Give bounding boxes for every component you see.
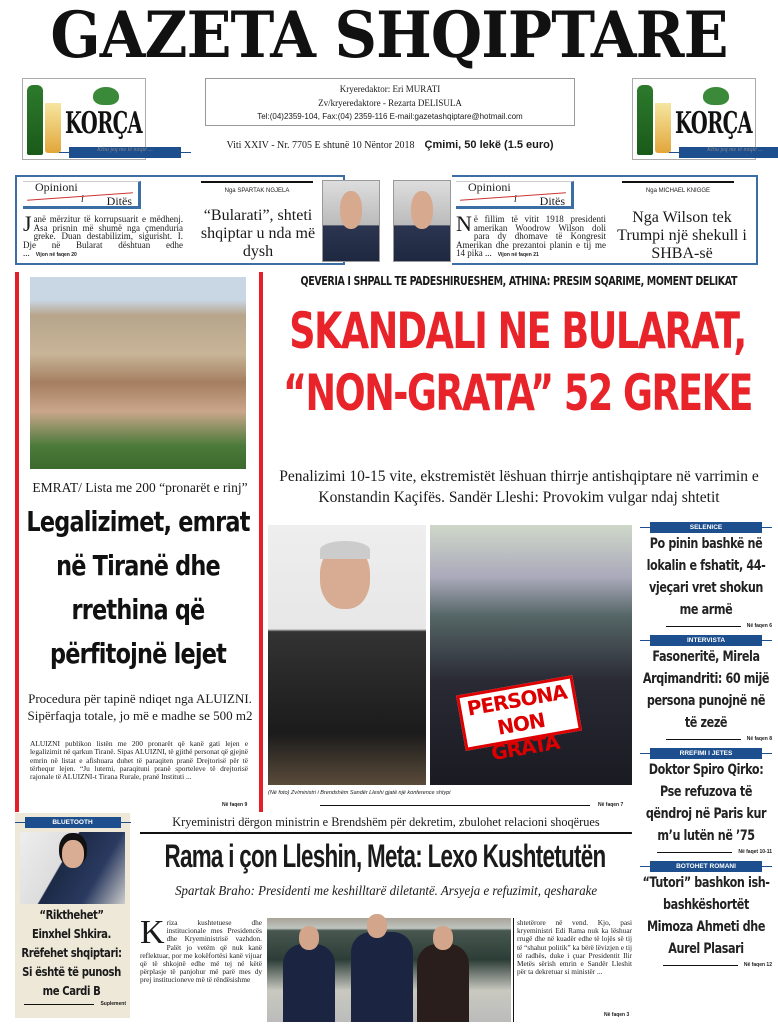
ad-tagline: Kthu jeq me të miqtë ...	[69, 147, 181, 158]
byline: Nga SPARTAK NGJELA	[201, 181, 313, 194]
ad-brand: KORÇA	[65, 106, 143, 141]
section-tag: SELENICE	[650, 522, 762, 533]
minister-photo	[268, 525, 426, 785]
celebrity-photo	[20, 832, 125, 904]
issue-info: Viti XXIV - Nr. 7705 E shtunë 10 Nëntor 2018	[226, 140, 415, 151]
opinion-headline[interactable]: Nga Wilson tek Trumpi një shekull i SHBA-së	[617, 209, 747, 262]
korca-ad-left[interactable]	[22, 78, 153, 160]
deputy-editor: Zv/kryeredaktore - Rezarta DELISULA	[318, 98, 462, 108]
main-kicker: QEVERIA I SHPALL TE PADESHIRUESHEM, ATHINA: PRESIM SQARIME, MOMENT DELIKAT	[300, 273, 738, 288]
continue-link: Në faqen 8	[746, 736, 772, 742]
section-tag: INTERVISTA	[650, 635, 762, 646]
opinion-box-2[interactable]	[452, 175, 758, 265]
sidebar-item[interactable]	[640, 635, 772, 742]
bottom-body-col3: shtetërore në vend. Kjo, pasi kryeministri Edi Rama nuk ka lëshuar rrugë dhe në kuadër edhe të lojës së tij të “shahut politik” ka bërë lëvizjen e tij të radhës, duke i çuar Presidentit Ilir Metës sërish emrin e Sandër Lleshit për ta dekretuar si ministër ...	[517, 918, 632, 977]
editorial-box	[205, 78, 575, 126]
main-subhead: Penalizimi 10-15 vite, ekstremistët lëshuan thirrje antishqiptare në varrimin e Konstandin Kaçifës. Sandër Lleshi: Provokim vulgar ndaj shtetit	[279, 468, 759, 506]
ad-tagline: Kthu jeq me të miqtë ...	[679, 147, 778, 158]
bluetooth-box[interactable]	[15, 813, 130, 1018]
opinion-text-body: Janë mërzitur të korrupsuarit e mëdhenj. Asa prisnin më shumë nga çmenduria greke. Duan destabilizim, sigurisht. I. Dje në Bularat dështuan edhe ...	[23, 211, 183, 259]
left-subhead: Procedura për tapinë ndiqet nga ALUIZNI. Sipërfaqja totale, jo më e madhe se 500 m2	[27, 691, 253, 723]
continue-link: Në faqet 10-11	[738, 849, 772, 855]
price: Çmimi, 50 lekë (1.5 euro)	[424, 139, 554, 151]
opinion-label: Opinioni i Ditës	[23, 181, 141, 209]
left-kicker: EMRAT/ Lista me 200 “pronarët e rinj”	[32, 480, 248, 495]
divider	[320, 805, 590, 806]
sidebar-item[interactable]	[640, 861, 772, 968]
protest-photo	[430, 525, 632, 785]
section-tag: BLUETOOTH	[25, 817, 121, 828]
opinion-box-1[interactable]	[15, 175, 345, 265]
sidebar-headline: Po pinin bashkë në lokalin e fshatit, 44-vjeçari vret shokun me armë	[646, 536, 766, 618]
korca-ad-right[interactable]	[632, 78, 763, 160]
bottom-kicker: Kryeministri dërgon ministrin e Brendshëm për dekretim, zbulohet relacioni shoqërues	[140, 814, 632, 834]
beer-glass-icon	[45, 103, 61, 153]
opinion-text	[456, 211, 606, 259]
continue-link[interactable]: Vijon në faqen 20	[35, 252, 77, 259]
opinion-headline[interactable]: “Bularati”, shteti shqiptar u nda më dysh	[200, 207, 316, 260]
bluetooth-headline[interactable]: “Rikthehet” Einxhel Shkira. Rrëfehet shqiptari: Si është të punosh me Cardi B	[21, 908, 122, 998]
main-headline-line-2: “NON-GRATA” 52 GREKE	[283, 364, 752, 422]
continue-link[interactable]: Në faqen 9	[222, 802, 248, 808]
section-tag: RREFIMI I JETES	[650, 748, 762, 759]
continue-link[interactable]: Suplement	[100, 1001, 126, 1007]
issue-line	[205, 139, 575, 151]
section-tag: BOTOHET ROMANI	[650, 861, 762, 872]
hops-icon	[703, 87, 729, 105]
opinion-text-body: Në fillim të vitit 1918 presidenti amerikan Woodrow Wilson doli para dy dhomave të Kongresit Amerikan dhe prezantoi planin e tij me 14 pika ...	[456, 211, 606, 259]
continue-link[interactable]: Në faqen 7	[598, 802, 624, 808]
sidebar-item[interactable]	[640, 748, 772, 855]
beer-glass-icon	[655, 103, 671, 153]
author-photo	[393, 180, 451, 262]
editor: Kryeredaktor: Eri MURATI	[339, 84, 441, 94]
main-headline[interactable]	[262, 300, 773, 424]
masthead-title: GAZETA SHQIPTARE	[50, 0, 728, 73]
rama-photo	[267, 918, 511, 1022]
contact: Tel:(04)2359-104, Fax:(04) 2359-116 E-mail:gazetashqiptare@hotmail.com	[257, 112, 523, 121]
sidebar-headline: Doktor Spiro Qirko: Pse refuzova të qëndroj në Paris kur m’u lutën në ’75	[645, 762, 767, 844]
continue-link[interactable]: Në faqen 3	[604, 1012, 630, 1018]
byline: Nga MICHAEL KNIGGE	[622, 181, 734, 194]
continue-link[interactable]: Vijon në faqen 21	[497, 252, 539, 259]
beer-bottle-icon	[27, 85, 43, 155]
opinion-text	[23, 211, 183, 259]
main-headline-line-1: SKANDALI NE BULARAT,	[289, 302, 746, 360]
continue-link: Në faqen 6	[746, 623, 772, 629]
beer-bottle-icon	[637, 85, 653, 155]
opinion-label: Opinioni i Ditës	[456, 181, 574, 209]
sidebar-headline: Fasoneritë, Mirela Arqimandriti: 60 mijë persona punojnë në të zezë	[642, 649, 770, 731]
divider	[513, 918, 514, 1022]
left-headline[interactable]: Legalizimet, emrat në Tiranë dhe rrethina që përfitojnë lejet	[26, 505, 250, 670]
hops-icon	[93, 87, 119, 105]
author-photo	[322, 180, 380, 262]
photo-caption: (Në foto) Zv/ministri i Brendshëm Sandër Lleshi gjatë një konference shtypi	[268, 790, 451, 796]
bottom-body-col1: Kriza kushtetuese dhe institucionale mes Presidencës dhe Kryeministrisë vazhdon. Palët jo vetëm që nuk kanë reflektuar, por me kokëfortësi kanë vijuar që të shkojnë edhe më tej në këtë përplasje të panjohur më parë mes dy prej institucioneve më të rëndësishme	[140, 914, 262, 985]
continue-link: Në faqen 12	[743, 962, 772, 968]
bottom-headline[interactable]: Rama i çon Lleshin, Meta: Lexo Kushtetutën	[164, 838, 606, 874]
ad-brand: KORÇA	[675, 106, 753, 141]
bottom-subhead: Spartak Braho: Presidenti me keshilltarë diletantë. Arsyeja e refuzimit, qesharake	[175, 884, 598, 899]
left-body: ALUIZNI publikon listën me 200 pronarët që kanë gati lejen e legalizimit në qarkun Tiranë. Sipas ALUIZNI, të gjithë personat që gjejnë emrin në listat e afishuara duhet të paraqiten pranë Drejtorisë për të tërhequr lejen. “Ju lutemi, paraqituni pranë sporteleve të drejtorisë rajonale të ALUIZNI-t Tirana Rurale, pranë Instituti ...	[30, 739, 248, 782]
sidebar-headline: “Tutori” bashkon ish-bashkëshortët Mimoza Ahmeti dhe Aurel Plasari	[642, 875, 770, 957]
sidebar	[640, 522, 772, 974]
city-photo	[30, 277, 246, 469]
persona-non-grata-sign: PERSONA NON GRATA	[456, 675, 582, 751]
sidebar-item[interactable]	[640, 522, 772, 629]
